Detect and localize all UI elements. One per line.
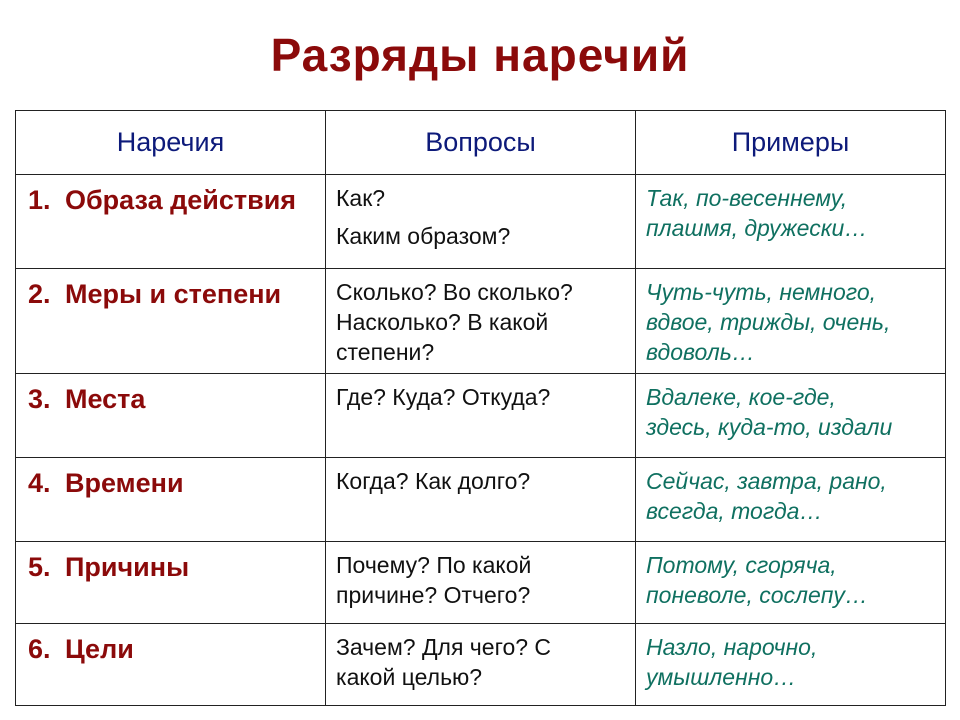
questions-cell	[326, 175, 636, 269]
example-line: Так, по-весеннему,	[646, 185, 848, 211]
table-header-row	[16, 111, 946, 175]
examples-cell	[636, 269, 946, 374]
category-cell	[16, 542, 326, 624]
question-line: степени?	[336, 339, 435, 365]
table-row	[16, 624, 946, 706]
example-line: Сейчас, завтра, рано,	[646, 468, 887, 494]
questions-cell	[326, 458, 636, 542]
questions-cell	[326, 269, 636, 374]
example-line: Чуть-чуть, немного,	[646, 279, 877, 305]
examples-cell	[636, 458, 946, 542]
question-line: Когда? Как долго?	[336, 468, 531, 494]
question-line: причине? Отчего?	[336, 582, 531, 608]
category-name: Места	[65, 384, 146, 414]
category-number: 1.	[28, 185, 51, 215]
adverb-categories-table	[15, 110, 946, 706]
example-line: Вдалеке, кое-где,	[646, 384, 836, 410]
category-cell	[16, 624, 326, 706]
page-title: Разряды наречий	[270, 29, 690, 81]
example-line: здесь, куда-то, издали	[646, 414, 893, 440]
category-cell	[16, 458, 326, 542]
example-line: плашмя, дружески…	[646, 215, 868, 241]
category-cell	[16, 374, 326, 458]
category-name: Цели	[65, 634, 134, 664]
category-name: Причины	[65, 552, 190, 582]
questions-cell	[326, 624, 636, 706]
example-line: Назло, нарочно,	[646, 634, 818, 660]
category-number: 2.	[28, 279, 51, 309]
header-adverbs: Наречия	[16, 111, 326, 175]
category-number: 5.	[28, 552, 51, 582]
examples-cell	[636, 624, 946, 706]
examples-cell	[636, 542, 946, 624]
table-row	[16, 458, 946, 542]
category-number: 4.	[28, 468, 51, 498]
question-line: Как?	[336, 185, 386, 211]
category-name: Образа действия	[65, 185, 297, 215]
example-line: всегда, тогда…	[646, 498, 823, 524]
category-name: Меры и степени	[65, 279, 282, 309]
question-line: Где? Куда? Откуда?	[336, 384, 551, 410]
example-line: поневоле, сослепу…	[646, 582, 868, 608]
table-row	[16, 374, 946, 458]
category-cell	[16, 269, 326, 374]
table-row	[16, 542, 946, 624]
category-number: 3.	[28, 384, 51, 414]
question-line: Зачем? Для чего? С	[336, 634, 552, 660]
examples-cell	[636, 374, 946, 458]
example-line: Потому, сгоряча,	[646, 552, 837, 578]
category-name: Времени	[65, 468, 184, 498]
header-questions: Вопросы	[326, 111, 636, 175]
category-number: 6.	[28, 634, 51, 664]
question-line: какой целью?	[336, 664, 483, 690]
header-examples: Примеры	[636, 111, 946, 175]
question-line: Сколько? Во сколько?	[336, 279, 573, 305]
question-line: Каким образом?	[336, 223, 511, 249]
example-line: умышленно…	[646, 664, 797, 690]
example-line: вдоволь…	[646, 339, 755, 365]
table-row	[16, 269, 946, 374]
example-line: вдвое, трижды, очень,	[646, 309, 891, 335]
table-row	[16, 175, 946, 269]
questions-cell	[326, 542, 636, 624]
questions-cell	[326, 374, 636, 458]
question-line: Насколько? В какой	[336, 309, 549, 335]
category-cell	[16, 175, 326, 269]
examples-cell	[636, 175, 946, 269]
question-line: Почему? По какой	[336, 552, 532, 578]
